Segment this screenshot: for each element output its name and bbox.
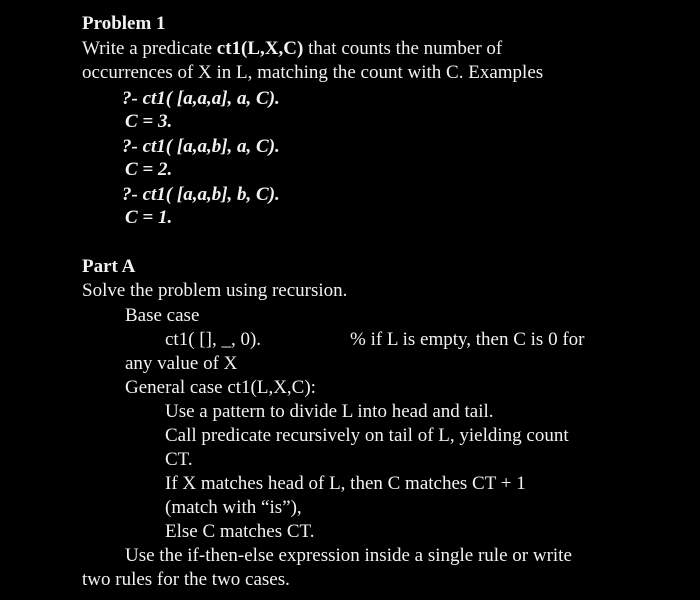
general-step-3: If X matches head of L, then C matches CT + 1 (165, 473, 526, 494)
general-step-1: Use a pattern to divide L into head and tail. (165, 401, 494, 422)
predicate-signature: ct1(L,X,C) (216, 38, 304, 59)
base-case-comment-continued: any value of X (125, 353, 238, 374)
example-result-3: C = 1. (125, 207, 173, 228)
example-query-1: ?- ct1( [a,a,a], a, C). (122, 88, 280, 109)
general-case-label: General case ct1(L,X,C): (125, 377, 316, 398)
intro-text-after: that counts the number of (303, 38, 503, 59)
part-a-heading: Part A (82, 256, 136, 277)
example-result-1: C = 3. (125, 111, 173, 132)
base-case-label: Base case (125, 305, 200, 326)
general-step-2: Call predicate recursively on tail of L, yielding count (165, 425, 569, 446)
closing-line-2: two rules for the two cases. (82, 569, 290, 590)
example-query-2: ?- ct1( [a,a,b], a, C). (122, 136, 280, 157)
problem-intro-line-1 (82, 38, 502, 60)
example-result-2: C = 2. (125, 159, 173, 180)
part-a-task: Solve the problem using recursion. (82, 280, 348, 301)
problem-heading: Problem 1 (82, 13, 166, 34)
general-step-3-continued: (match with “is”), (165, 497, 302, 518)
base-case-comment: % if L is empty, then C is 0 for (350, 329, 585, 350)
base-case-code: ct1( [], _, 0). (165, 329, 262, 350)
problem-intro-line-2: occurrences of X in L, matching the count with C. Examples (82, 62, 544, 83)
closing-line-1: Use the if-then-else expression inside a single rule or write (125, 545, 572, 566)
general-step-4: Else C matches CT. (165, 521, 315, 542)
general-step-2-continued: CT. (165, 449, 193, 470)
example-query-3: ?- ct1( [a,a,b], b, C). (122, 184, 280, 205)
intro-text-before: Write a predicate (82, 38, 217, 59)
